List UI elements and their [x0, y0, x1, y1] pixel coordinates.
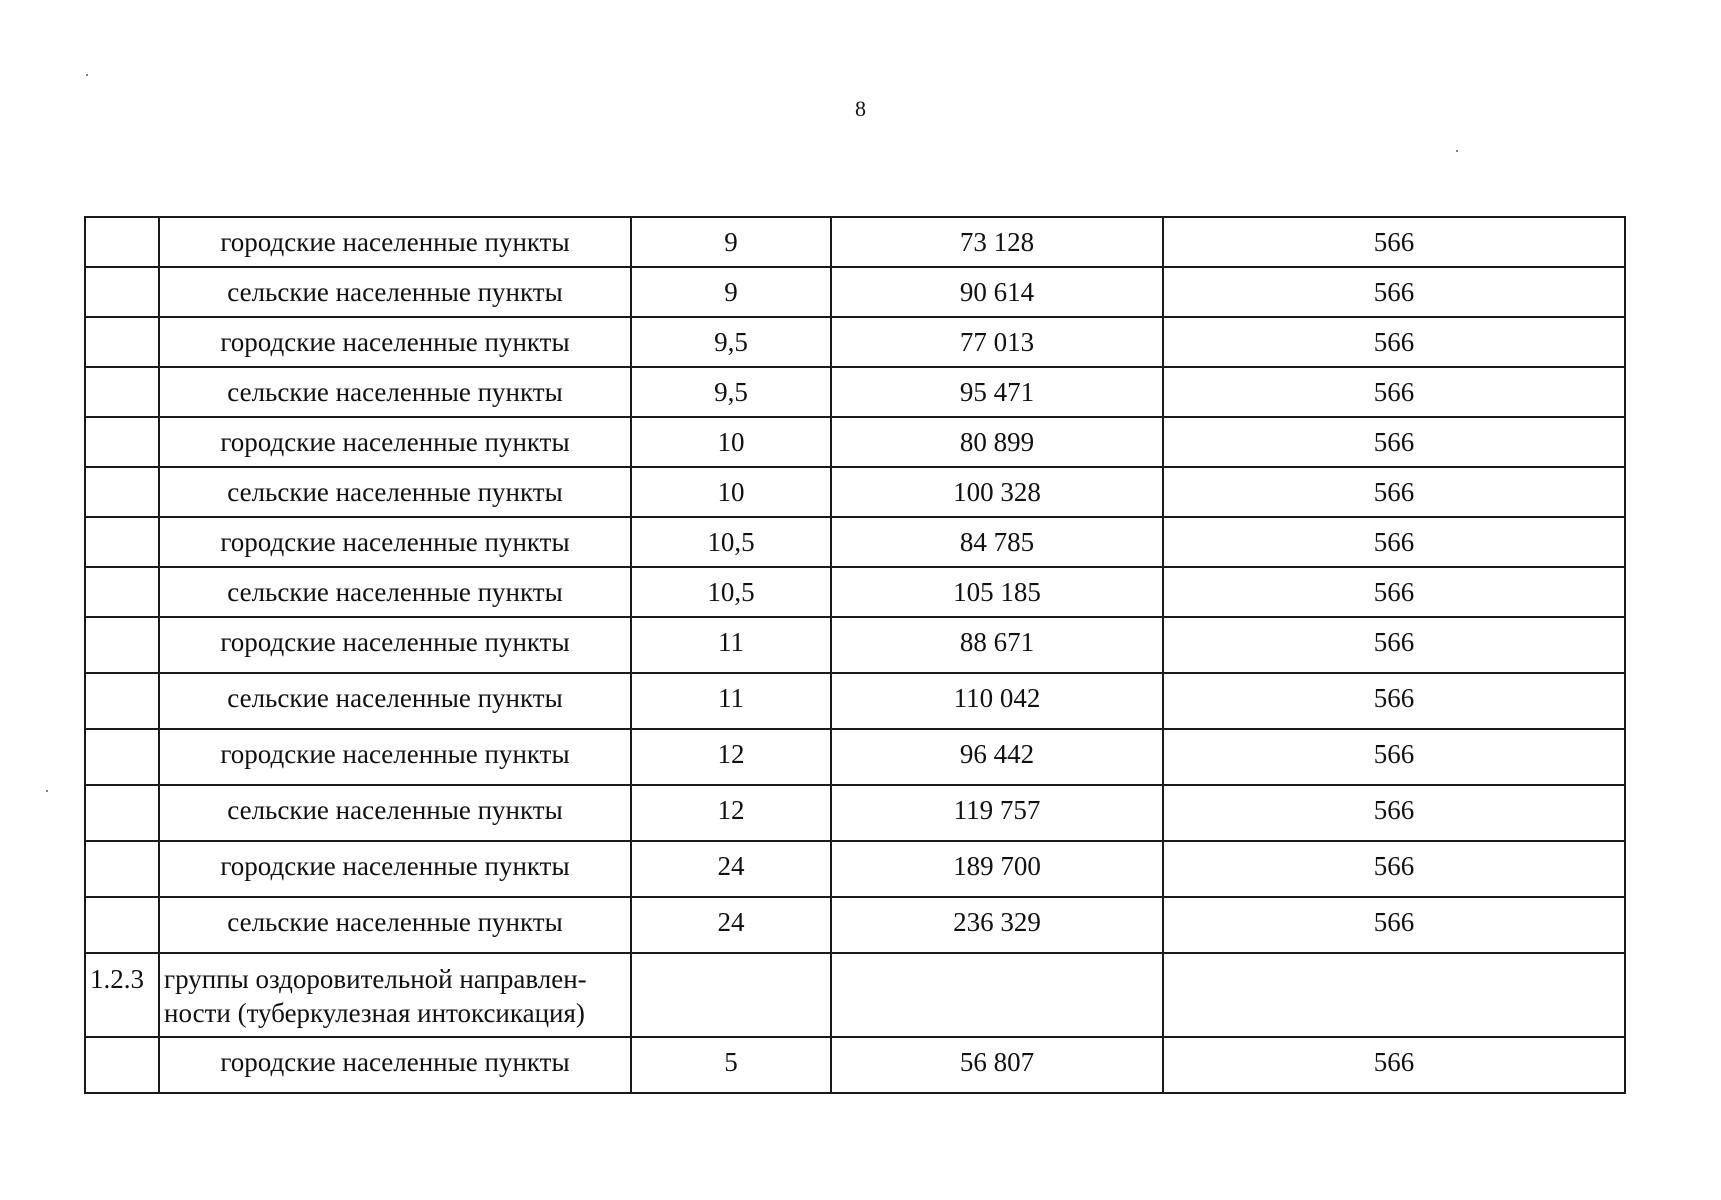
row-amount: 73 128: [831, 217, 1163, 267]
row-amount: 100 328: [831, 467, 1163, 517]
page-number: 8: [855, 96, 866, 121]
row-value: 12: [631, 785, 831, 841]
row-count: 566: [1163, 897, 1625, 953]
row-value: 10,5: [631, 567, 831, 617]
row-name: сельские населенные пункты: [159, 367, 631, 417]
row-code: [85, 417, 159, 467]
section-name: группы оздоровительной направлен-ности (туберкулезная интоксикация): [159, 953, 631, 1037]
row-count: [1163, 953, 1625, 1037]
row-code: [85, 785, 159, 841]
table-row: [85, 785, 1625, 841]
table-row: [85, 841, 1625, 897]
row-value: 12: [631, 729, 831, 785]
row-value: 11: [631, 673, 831, 729]
row-value: 5: [631, 1037, 831, 1093]
row-name: городские населенные пункты: [159, 1037, 631, 1093]
table-row: [85, 517, 1625, 567]
row-name: городские населенные пункты: [159, 517, 631, 567]
row-amount: 80 899: [831, 417, 1163, 467]
row-value: 24: [631, 897, 831, 953]
row-amount: 236 329: [831, 897, 1163, 953]
table-row: [85, 729, 1625, 785]
table-row: [85, 317, 1625, 367]
table-row: [85, 367, 1625, 417]
row-count: 566: [1163, 841, 1625, 897]
row-count: 566: [1163, 217, 1625, 267]
row-amount: 56 807: [831, 1037, 1163, 1093]
row-name: сельские населенные пункты: [159, 673, 631, 729]
row-name: городские населенные пункты: [159, 729, 631, 785]
row-amount: 119 757: [831, 785, 1163, 841]
row-name: городские населенные пункты: [159, 317, 631, 367]
row-code: [85, 467, 159, 517]
row-value: 9: [631, 217, 831, 267]
row-code: [85, 841, 159, 897]
row-code: [85, 729, 159, 785]
table-row: [85, 673, 1625, 729]
row-amount: 90 614: [831, 267, 1163, 317]
row-value: [631, 953, 831, 1037]
table-row: [85, 897, 1625, 953]
row-code: [85, 367, 159, 417]
scan-speck: [1456, 150, 1458, 152]
row-amount: [831, 953, 1163, 1037]
row-amount: 77 013: [831, 317, 1163, 367]
section-row: [85, 953, 1625, 1037]
row-amount: 96 442: [831, 729, 1163, 785]
row-count: 566: [1163, 517, 1625, 567]
row-count: 566: [1163, 567, 1625, 617]
row-code: [85, 217, 159, 267]
row-value: 11: [631, 617, 831, 673]
row-name: городские населенные пункты: [159, 417, 631, 467]
scan-speck: [46, 790, 48, 792]
row-value: 9,5: [631, 367, 831, 417]
row-amount: 84 785: [831, 517, 1163, 567]
row-count: 566: [1163, 317, 1625, 367]
row-name: сельские населенные пункты: [159, 785, 631, 841]
row-count: 566: [1163, 785, 1625, 841]
tariff-table: [84, 216, 1626, 1094]
row-value: 9,5: [631, 317, 831, 367]
row-code: [85, 617, 159, 673]
row-code: [85, 567, 159, 617]
row-name: городские населенные пункты: [159, 617, 631, 673]
row-name: городские населенные пункты: [159, 217, 631, 267]
row-count: 566: [1163, 729, 1625, 785]
row-value: 10: [631, 467, 831, 517]
row-count: 566: [1163, 417, 1625, 467]
row-amount: 88 671: [831, 617, 1163, 673]
table-row: [85, 467, 1625, 517]
row-value: 10: [631, 417, 831, 467]
row-amount: 105 185: [831, 567, 1163, 617]
row-value: 9: [631, 267, 831, 317]
row-amount: 95 471: [831, 367, 1163, 417]
table-row: [85, 1037, 1625, 1093]
row-code: [85, 1037, 159, 1093]
row-code: [85, 267, 159, 317]
table-row: [85, 567, 1625, 617]
row-count: 566: [1163, 617, 1625, 673]
row-amount: 189 700: [831, 841, 1163, 897]
row-count: 566: [1163, 267, 1625, 317]
table-row: [85, 617, 1625, 673]
row-count: 566: [1163, 673, 1625, 729]
table-row: [85, 217, 1625, 267]
row-count: 566: [1163, 1037, 1625, 1093]
row-code: [85, 317, 159, 367]
row-count: 566: [1163, 467, 1625, 517]
row-name: сельские населенные пункты: [159, 897, 631, 953]
row-name: сельские населенные пункты: [159, 567, 631, 617]
row-name: городские населенные пункты: [159, 841, 631, 897]
row-amount: 110 042: [831, 673, 1163, 729]
row-code: [85, 517, 159, 567]
row-name: сельские населенные пункты: [159, 467, 631, 517]
row-code: [85, 673, 159, 729]
row-count: 566: [1163, 367, 1625, 417]
table-row: [85, 267, 1625, 317]
table-row: [85, 417, 1625, 467]
row-code: [85, 897, 159, 953]
row-value: 24: [631, 841, 831, 897]
scan-speck: [86, 74, 88, 76]
row-name: сельские населенные пункты: [159, 267, 631, 317]
section-code: 1.2.3: [85, 953, 159, 1037]
row-value: 10,5: [631, 517, 831, 567]
